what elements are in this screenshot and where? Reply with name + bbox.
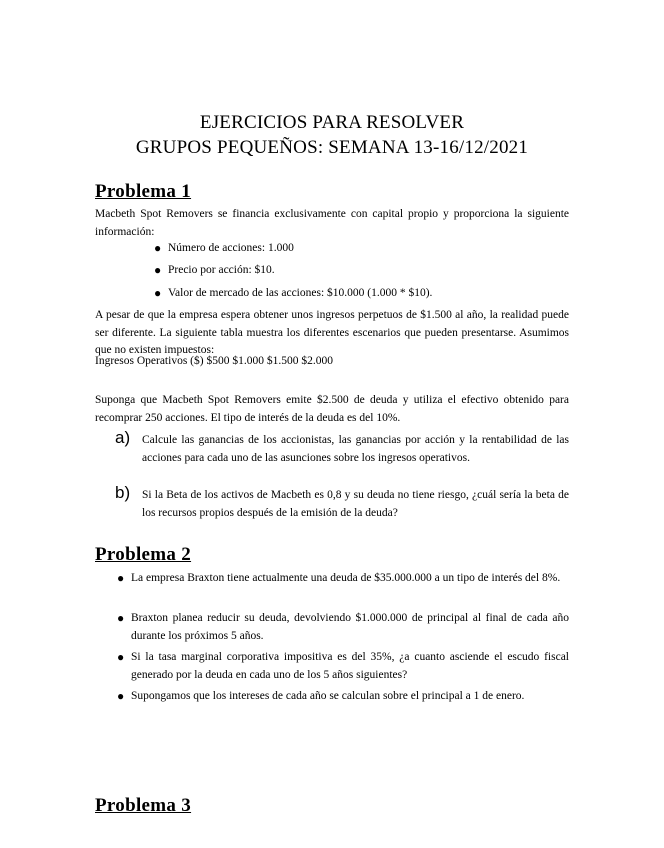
problem1-table-line: Ingresos Operativos ($) $500 $1.000 $1.500 $2.000 — [95, 355, 333, 367]
problem1-heading: Problema 1 — [95, 181, 192, 202]
bullet-text: Precio por acción: $10. — [168, 264, 275, 276]
problem2-bullet-2 — [117, 610, 569, 645]
question-marker: b) — [115, 483, 131, 502]
bullet-icon: ● — [154, 263, 162, 277]
document-title-line1: EJERCICIOS PARA RESOLVER — [199, 112, 465, 133]
bullet-text: La empresa Braxton tiene actualmente una deuda de $35.000.000 a un tipo de interés del 8%. — [131, 572, 561, 584]
problem1-bullet-1 — [154, 240, 294, 258]
question-marker: a) — [115, 428, 131, 447]
bullet-icon: ● — [154, 286, 162, 300]
problem1-bullet-3 — [154, 285, 433, 303]
problem1-paragraph-3: Suponga que Macbeth Spot Removers emite $2.500 de deuda y utiliza el efectivo obtenido para recomprar 250 acciones. El tipo de interés de la deuda es del 10%. — [95, 394, 569, 424]
problem2-bullet-4 — [117, 688, 569, 706]
problem1-question-a — [115, 428, 569, 467]
problem1-question-b — [115, 483, 569, 522]
problem1-intro: Macbeth Spot Removers se financia exclusivamente con capital propio y proporciona la siguiente información: — [95, 208, 569, 238]
problem3-heading: Problema 3 — [95, 795, 192, 816]
problem2-heading: Problema 2 — [95, 544, 192, 565]
question-text: Calcule las ganancias de los accionistas, las ganancias por acción y la rentabilidad de las acciones para cada uno de las asunciones sobre los ingresos operativos. — [142, 434, 569, 464]
bullet-text: Braxton planea reducir su deuda, devolviendo $1.000.000 de principal al final de cada año durante los próximos 5 años. — [131, 612, 569, 642]
bullet-icon: ● — [154, 241, 162, 255]
bullet-text: Supongamos que los intereses de cada año se calculan sobre el principal a 1 de enero. — [131, 690, 525, 702]
problem2-bullet-1 — [117, 570, 569, 588]
question-text: Si la Beta de los activos de Macbeth es 0,8 y su deuda no tiene riesgo, ¿cuál sería la beta de los recursos propios después de la emisión de la deuda? — [142, 489, 569, 519]
document-title-line2: GRUPOS PEQUEÑOS: SEMANA 13-16/12/2021 — [135, 137, 529, 158]
bullet-text: Número de acciones: 1.000 — [168, 242, 294, 254]
bullet-icon: ● — [117, 689, 125, 703]
bullet-icon: ● — [117, 611, 125, 625]
bullet-text: Si la tasa marginal corporativa impositiva es del 35%, ¿a cuanto asciende el escudo fiscal generado por la deuda en cada uno de los 5 años siguientes? — [131, 651, 569, 681]
bullet-text: Valor de mercado de las acciones: $10.000 (1.000 * $10). — [168, 287, 433, 299]
problem2-bullet-3 — [117, 649, 569, 684]
problem1-bullet-2 — [154, 262, 275, 280]
bullet-icon: ● — [117, 650, 125, 664]
problem1-paragraph-2: A pesar de que la empresa espera obtener unos ingresos perpetuos de $1.500 al año, la realidad puede ser diferente. La siguiente tabla muestra los diferentes escenarios que pueden presentarse. Asumimos que no existen impuestos: — [95, 309, 569, 356]
bullet-icon: ● — [117, 571, 125, 585]
